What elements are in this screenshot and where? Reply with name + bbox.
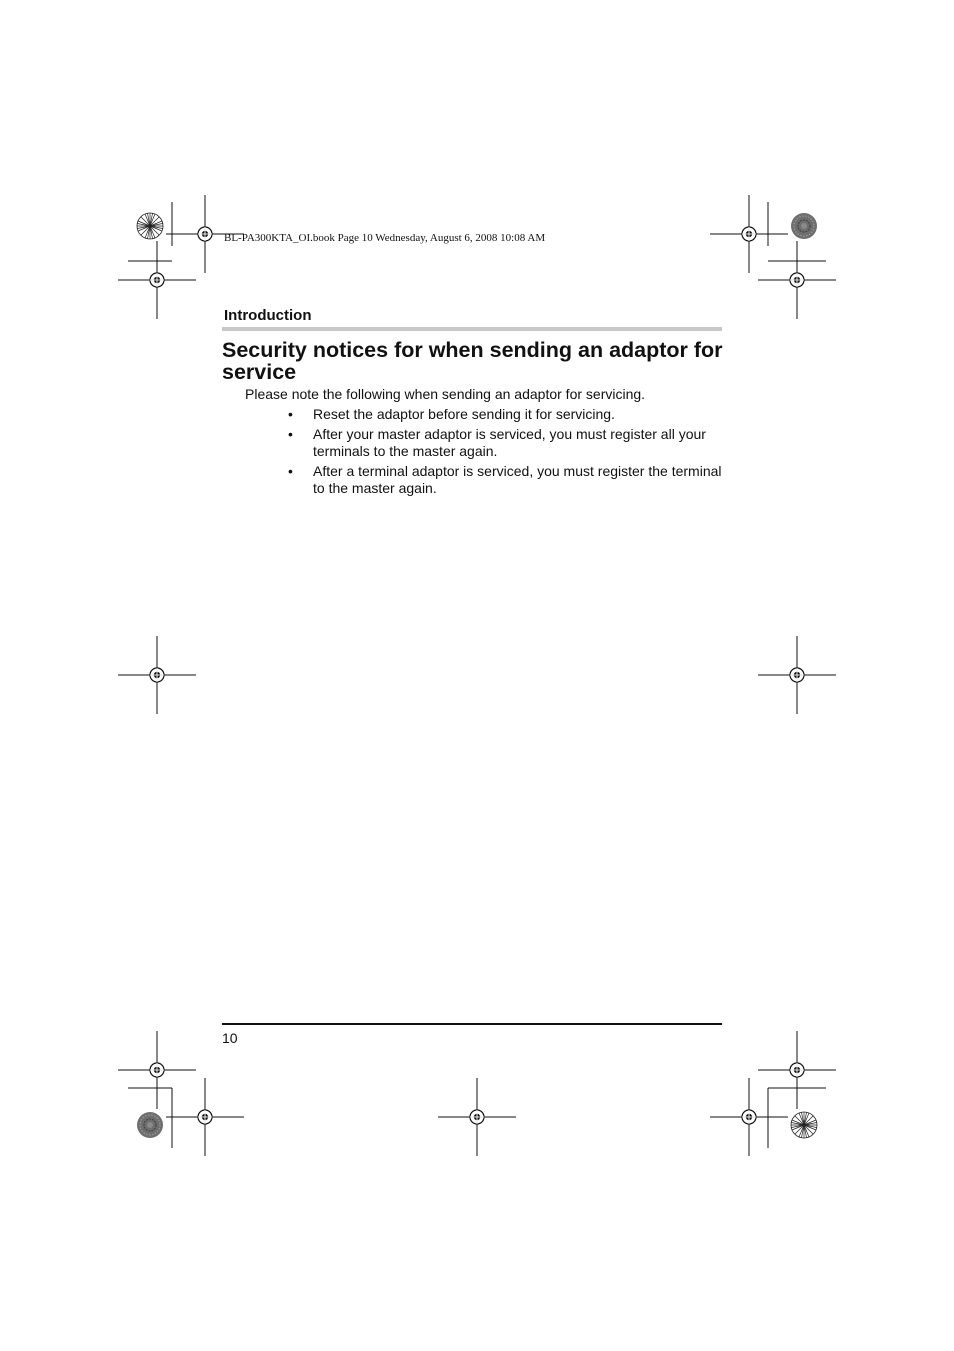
list-item-text: Reset the adaptor before sending it for servicing. — [313, 406, 615, 422]
footer-divider — [222, 1023, 722, 1025]
bullet-icon: • — [288, 463, 293, 479]
book-info-header: BL-PA300KTA_OI.book Page 10 Wednesday, August 6, 2008 10:08 AM — [224, 232, 546, 244]
list-item-text: After your master adaptor is serviced, you must register all your terminals to the master again. — [313, 426, 706, 459]
list-item-text: After a terminal adaptor is serviced, you must register the terminal to the master again. — [313, 463, 722, 496]
list-item — [288, 406, 728, 423]
list-item — [288, 463, 728, 497]
notice-list — [288, 406, 728, 500]
page-number: 10 — [222, 1030, 238, 1046]
list-item — [288, 426, 728, 460]
section-label: Introduction — [224, 307, 312, 324]
section-divider — [222, 327, 722, 331]
intro-paragraph: Please note the following when sending an adaptor for servicing. — [245, 386, 646, 402]
bullet-icon: • — [288, 406, 293, 422]
bullet-icon: • — [288, 426, 293, 442]
page-title: Security notices for when sending an adaptor for service — [222, 338, 723, 384]
